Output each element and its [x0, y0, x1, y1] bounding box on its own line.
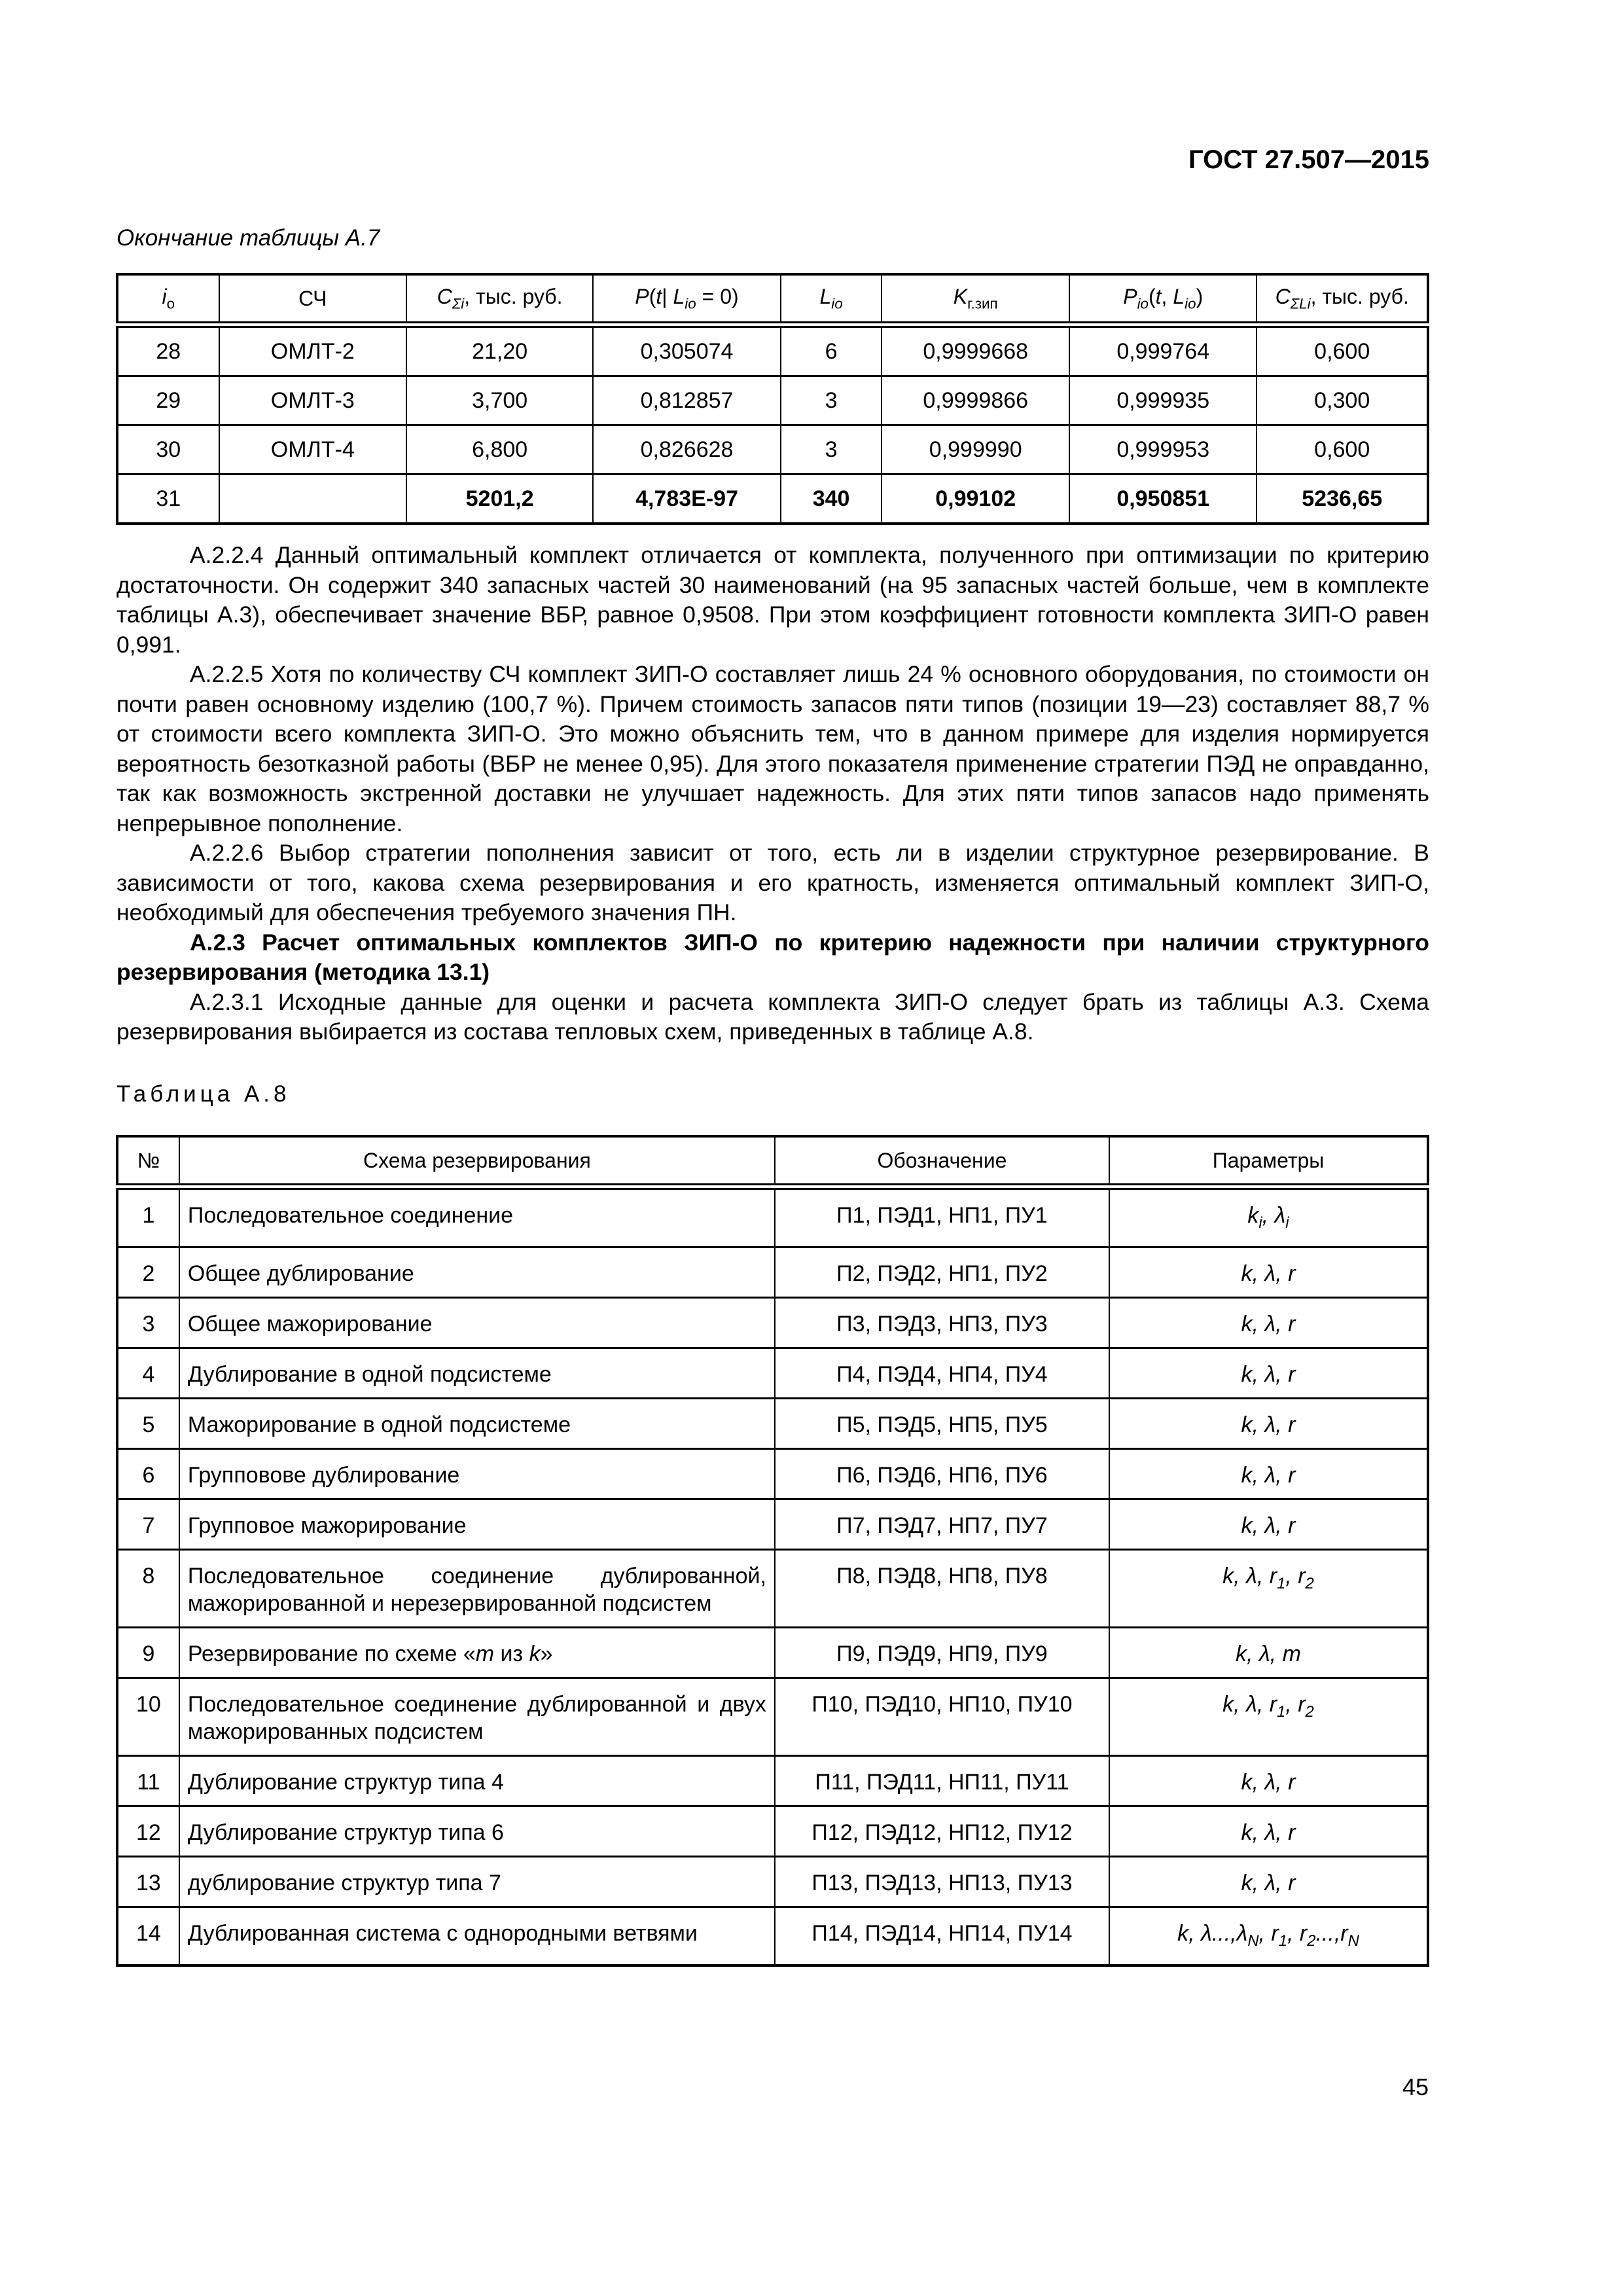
- cell-parameters: k, λ, r: [1109, 1297, 1428, 1348]
- cell-scheme: Последовательное соединение дублированной, мажорированной и нерезервированной подсистем: [179, 1549, 775, 1627]
- cell-io: 31: [117, 475, 219, 524]
- table-row: [117, 1187, 1428, 1247]
- table-row: [117, 1398, 1428, 1448]
- section-heading-a23: А.2.3 Расчет оптимальных комплектов ЗИП-О по критерию надежности при наличии структурного резервирования (методика 13.1): [116, 929, 1429, 985]
- table-row: [117, 1677, 1428, 1755]
- cell-scheme: Дублирование структур типа 4: [179, 1755, 775, 1806]
- cell-sch: ОМЛТ-3: [219, 376, 406, 425]
- cell-c-sum-li: 0,300: [1257, 376, 1428, 425]
- cell-k-gzip: 0,9999668: [882, 325, 1069, 376]
- cell-number: 11: [117, 1755, 179, 1806]
- cell-c-sum-li: 0,600: [1257, 425, 1428, 475]
- cell-scheme: Общее мажорирование: [179, 1297, 775, 1348]
- cell-parameters: k, λ, r: [1109, 1755, 1428, 1806]
- cell-parameters: k, λ, r: [1109, 1348, 1428, 1398]
- cell-designation: П1, ПЭД1, НП1, ПУ1: [775, 1187, 1109, 1247]
- cell-scheme: Последовательное соединение дублированной и двух мажорированных подсистем: [179, 1677, 775, 1755]
- cell-p-l0: 0,305074: [593, 325, 780, 376]
- cell-number: 2: [117, 1247, 179, 1297]
- cell-pio: 0,999953: [1069, 425, 1257, 475]
- col-header-scheme: Схема резервирования: [179, 1136, 775, 1187]
- cell-number: 14: [117, 1907, 179, 1965]
- cell-c-sum-i: 3,700: [406, 376, 593, 425]
- table-a7-header-row: [117, 274, 1428, 325]
- table-row: [117, 1907, 1428, 1965]
- cell-parameters: k, λ, r: [1109, 1806, 1428, 1856]
- cell-sch: ОМЛТ-4: [219, 425, 406, 475]
- cell-k-gzip: 0,999990: [882, 425, 1069, 475]
- cell-designation: П2, ПЭД2, НП1, ПУ2: [775, 1247, 1109, 1297]
- cell-parameters: k, λ, r: [1109, 1247, 1428, 1297]
- cell-pio: 0,999764: [1069, 325, 1257, 376]
- table-row: [117, 1806, 1428, 1856]
- table-row: [117, 1499, 1428, 1549]
- cell-designation: П14, ПЭД14, НП14, ПУ14: [775, 1907, 1109, 1965]
- cell-pio: 0,999935: [1069, 376, 1257, 425]
- cell-scheme: Дублирование в одной подсистеме: [179, 1348, 775, 1398]
- table-row: [117, 1856, 1428, 1907]
- document-standard-header: ГОСТ 27.507—2015: [1188, 145, 1429, 174]
- col-header-sch: СЧ: [219, 274, 406, 325]
- cell-k-gzip: 0,99102: [882, 475, 1069, 524]
- paragraph-a231: А.2.3.1 Исходные данные для оценки и расчета комплекта ЗИП-О следует брать из таблицы А.3. Схема резервирования выбирается из состава тепловых схем, приведенных в таблице А.8.: [116, 988, 1429, 1045]
- paragraph-a226: А.2.2.6 Выбор стратегии пополнения зависит от того, есть ли в изделии структурное резервирование. В зависимости от того, какова схема резервирования и его кратность, изменяется оптимальный комплект ЗИП-О, необходимый для обеспечения требуемого значения ПН.: [116, 840, 1429, 925]
- cell-p-l0: 0,812857: [593, 376, 780, 425]
- table-a8-caption: Таблица А.8: [116, 1081, 291, 1107]
- table-total-row: [117, 475, 1428, 524]
- cell-number: 6: [117, 1448, 179, 1499]
- cell-lio: 3: [781, 376, 882, 425]
- page-number: 45: [1402, 2073, 1429, 2100]
- cell-designation: П13, ПЭД13, НП13, ПУ13: [775, 1856, 1109, 1907]
- cell-number: 1: [117, 1187, 179, 1247]
- cell-designation: П8, ПЭД8, НП8, ПУ8: [775, 1549, 1109, 1627]
- table-row: [117, 1297, 1428, 1348]
- cell-number: 12: [117, 1806, 179, 1856]
- cell-c-sum-li: 5236,65: [1257, 475, 1428, 524]
- table-a7-caption: Окончание таблицы А.7: [116, 225, 380, 251]
- cell-scheme: Групповове дублирование: [179, 1448, 775, 1499]
- cell-number: 4: [117, 1348, 179, 1398]
- col-header-p-l0: P(t| $L_{io} = 0$): [593, 274, 780, 325]
- cell-scheme: дублирование структур типа 7: [179, 1856, 775, 1907]
- cell-parameters: k, λ, $r_1$, $r_2$: [1109, 1677, 1428, 1755]
- cell-designation: П12, ПЭД12, НП12, ПУ12: [775, 1806, 1109, 1856]
- table-row: [117, 325, 1428, 376]
- cell-scheme: Общее дублирование: [179, 1247, 775, 1297]
- paragraph-a225: А.2.2.5 Хотя по количеству СЧ комплект ЗИП-О составляет лишь 24 % основного оборудования, по стоимости он почти равен основному изделию (100,7 %). Причем стоимость запасов пяти типов (позиции 19—23) составляет 88,7 % от стоимости всего комплекта ЗИП-О. Это можно объяснить тем, что в данном примере для изделия нормируется вероятность безотказной работы (ВБР не менее 0,95). Для этого показателя применение стратегии ПЭД не оправданно, так как возможность экстренной доставки не улучшает надежность. Для этих пяти типов запасов надо применять непрерывное пополнение.: [116, 661, 1429, 836]
- cell-c-sum-i: 21,20: [406, 325, 593, 376]
- cell-pio: 0,950851: [1069, 475, 1257, 524]
- cell-number: 9: [117, 1627, 179, 1677]
- cell-scheme: Групповое мажорирование: [179, 1499, 775, 1549]
- col-header-lio: $L_{io}$: [781, 274, 882, 325]
- col-header-designation: Обозначение: [775, 1136, 1109, 1187]
- cell-designation: П3, ПЭД3, НП3, ПУ3: [775, 1297, 1109, 1348]
- table-row: [117, 376, 1428, 425]
- cell-parameters: $k_i$, $\lambda_i$: [1109, 1187, 1428, 1247]
- cell-scheme: Последовательное соединение: [179, 1187, 775, 1247]
- cell-number: 3: [117, 1297, 179, 1348]
- cell-io: 28: [117, 325, 219, 376]
- table-a8-header-row: [117, 1136, 1428, 1187]
- cell-designation: П6, ПЭД6, НП6, ПУ6: [775, 1448, 1109, 1499]
- cell-designation: П11, ПЭД11, НП11, ПУ11: [775, 1755, 1109, 1806]
- cell-lio: 340: [781, 475, 882, 524]
- col-header-parameters: Параметры: [1109, 1136, 1428, 1187]
- table-row: [117, 1348, 1428, 1398]
- cell-c-sum-i: 6,800: [406, 425, 593, 475]
- paragraph-a224: А.2.2.4 Данный оптимальный комплект отличается от комплекта, полученного при оптимизации по критерию достаточности. Он содержит 340 запасных частей 30 наименований (на 95 запасных частей больше, чем в комплекте таблицы А.3), обеспечивает значение ВБР, равное 0,9508. При этом коэффициент готовности комплекта ЗИП-О равен 0,991.: [116, 542, 1429, 658]
- cell-number: 5: [117, 1398, 179, 1448]
- cell-p-l0: 0,826628: [593, 425, 780, 475]
- cell-number: 7: [117, 1499, 179, 1549]
- col-header-number: №: [117, 1136, 179, 1187]
- cell-sch: [219, 475, 406, 524]
- cell-c-sum-i: 5201,2: [406, 475, 593, 524]
- cell-lio: 6: [781, 325, 882, 376]
- cell-io: 29: [117, 376, 219, 425]
- cell-designation: П7, ПЭД7, НП7, ПУ7: [775, 1499, 1109, 1549]
- cell-number: 10: [117, 1677, 179, 1755]
- col-header-io: $i_o$: [117, 274, 219, 325]
- body-text: [116, 541, 1429, 1047]
- cell-parameters: k, λ, r: [1109, 1856, 1428, 1907]
- cell-parameters: k, λ, $r_1$, $r_2$: [1109, 1549, 1428, 1627]
- cell-lio: 3: [781, 425, 882, 475]
- cell-k-gzip: 0,9999866: [882, 376, 1069, 425]
- table-row: [117, 1755, 1428, 1806]
- cell-io: 30: [117, 425, 219, 475]
- cell-number: 8: [117, 1549, 179, 1627]
- cell-c-sum-li: 0,600: [1257, 325, 1428, 376]
- cell-designation: П10, ПЭД10, НП10, ПУ10: [775, 1677, 1109, 1755]
- cell-scheme: Резервирование по схеме «m из k»: [179, 1627, 775, 1677]
- table-row: [117, 1448, 1428, 1499]
- table-a7: [116, 273, 1429, 525]
- cell-parameters: k, λ, m: [1109, 1627, 1428, 1677]
- col-header-c-sum-i: $C_{\Sigma i}$, тыс. руб.: [406, 274, 593, 325]
- col-header-k-gzip: $K_{г.зип}$: [882, 274, 1069, 325]
- cell-scheme: Мажорирование в одной подсистеме: [179, 1398, 775, 1448]
- table-row: [117, 1247, 1428, 1297]
- cell-scheme: Дублированная система с однородными ветвями: [179, 1907, 775, 1965]
- table-a8: [116, 1135, 1429, 1967]
- col-header-c-sum-li: $C_{\Sigma Li}$, тыс. руб.: [1257, 274, 1428, 325]
- table-row: [117, 1627, 1428, 1677]
- cell-parameters: k, λ, r: [1109, 1499, 1428, 1549]
- cell-p-l0: 4,783E-97: [593, 475, 780, 524]
- cell-sch: ОМЛТ-2: [219, 325, 406, 376]
- cell-designation: П5, ПЭД5, НП5, ПУ5: [775, 1398, 1109, 1448]
- cell-scheme: Дублирование структур типа 6: [179, 1806, 775, 1856]
- cell-designation: П9, ПЭД9, НП9, ПУ9: [775, 1627, 1109, 1677]
- cell-parameters: k, $\lambda...,\lambda_N$, $r_1$, $r_2...,r_N$: [1109, 1907, 1428, 1965]
- cell-parameters: k, λ, r: [1109, 1448, 1428, 1499]
- col-header-pio: $P_{io}(t$, $L_{io}$): [1069, 274, 1257, 325]
- table-row: [117, 425, 1428, 475]
- table-row: [117, 1549, 1428, 1627]
- cell-number: 13: [117, 1856, 179, 1907]
- cell-parameters: k, λ, r: [1109, 1398, 1428, 1448]
- cell-designation: П4, ПЭД4, НП4, ПУ4: [775, 1348, 1109, 1398]
